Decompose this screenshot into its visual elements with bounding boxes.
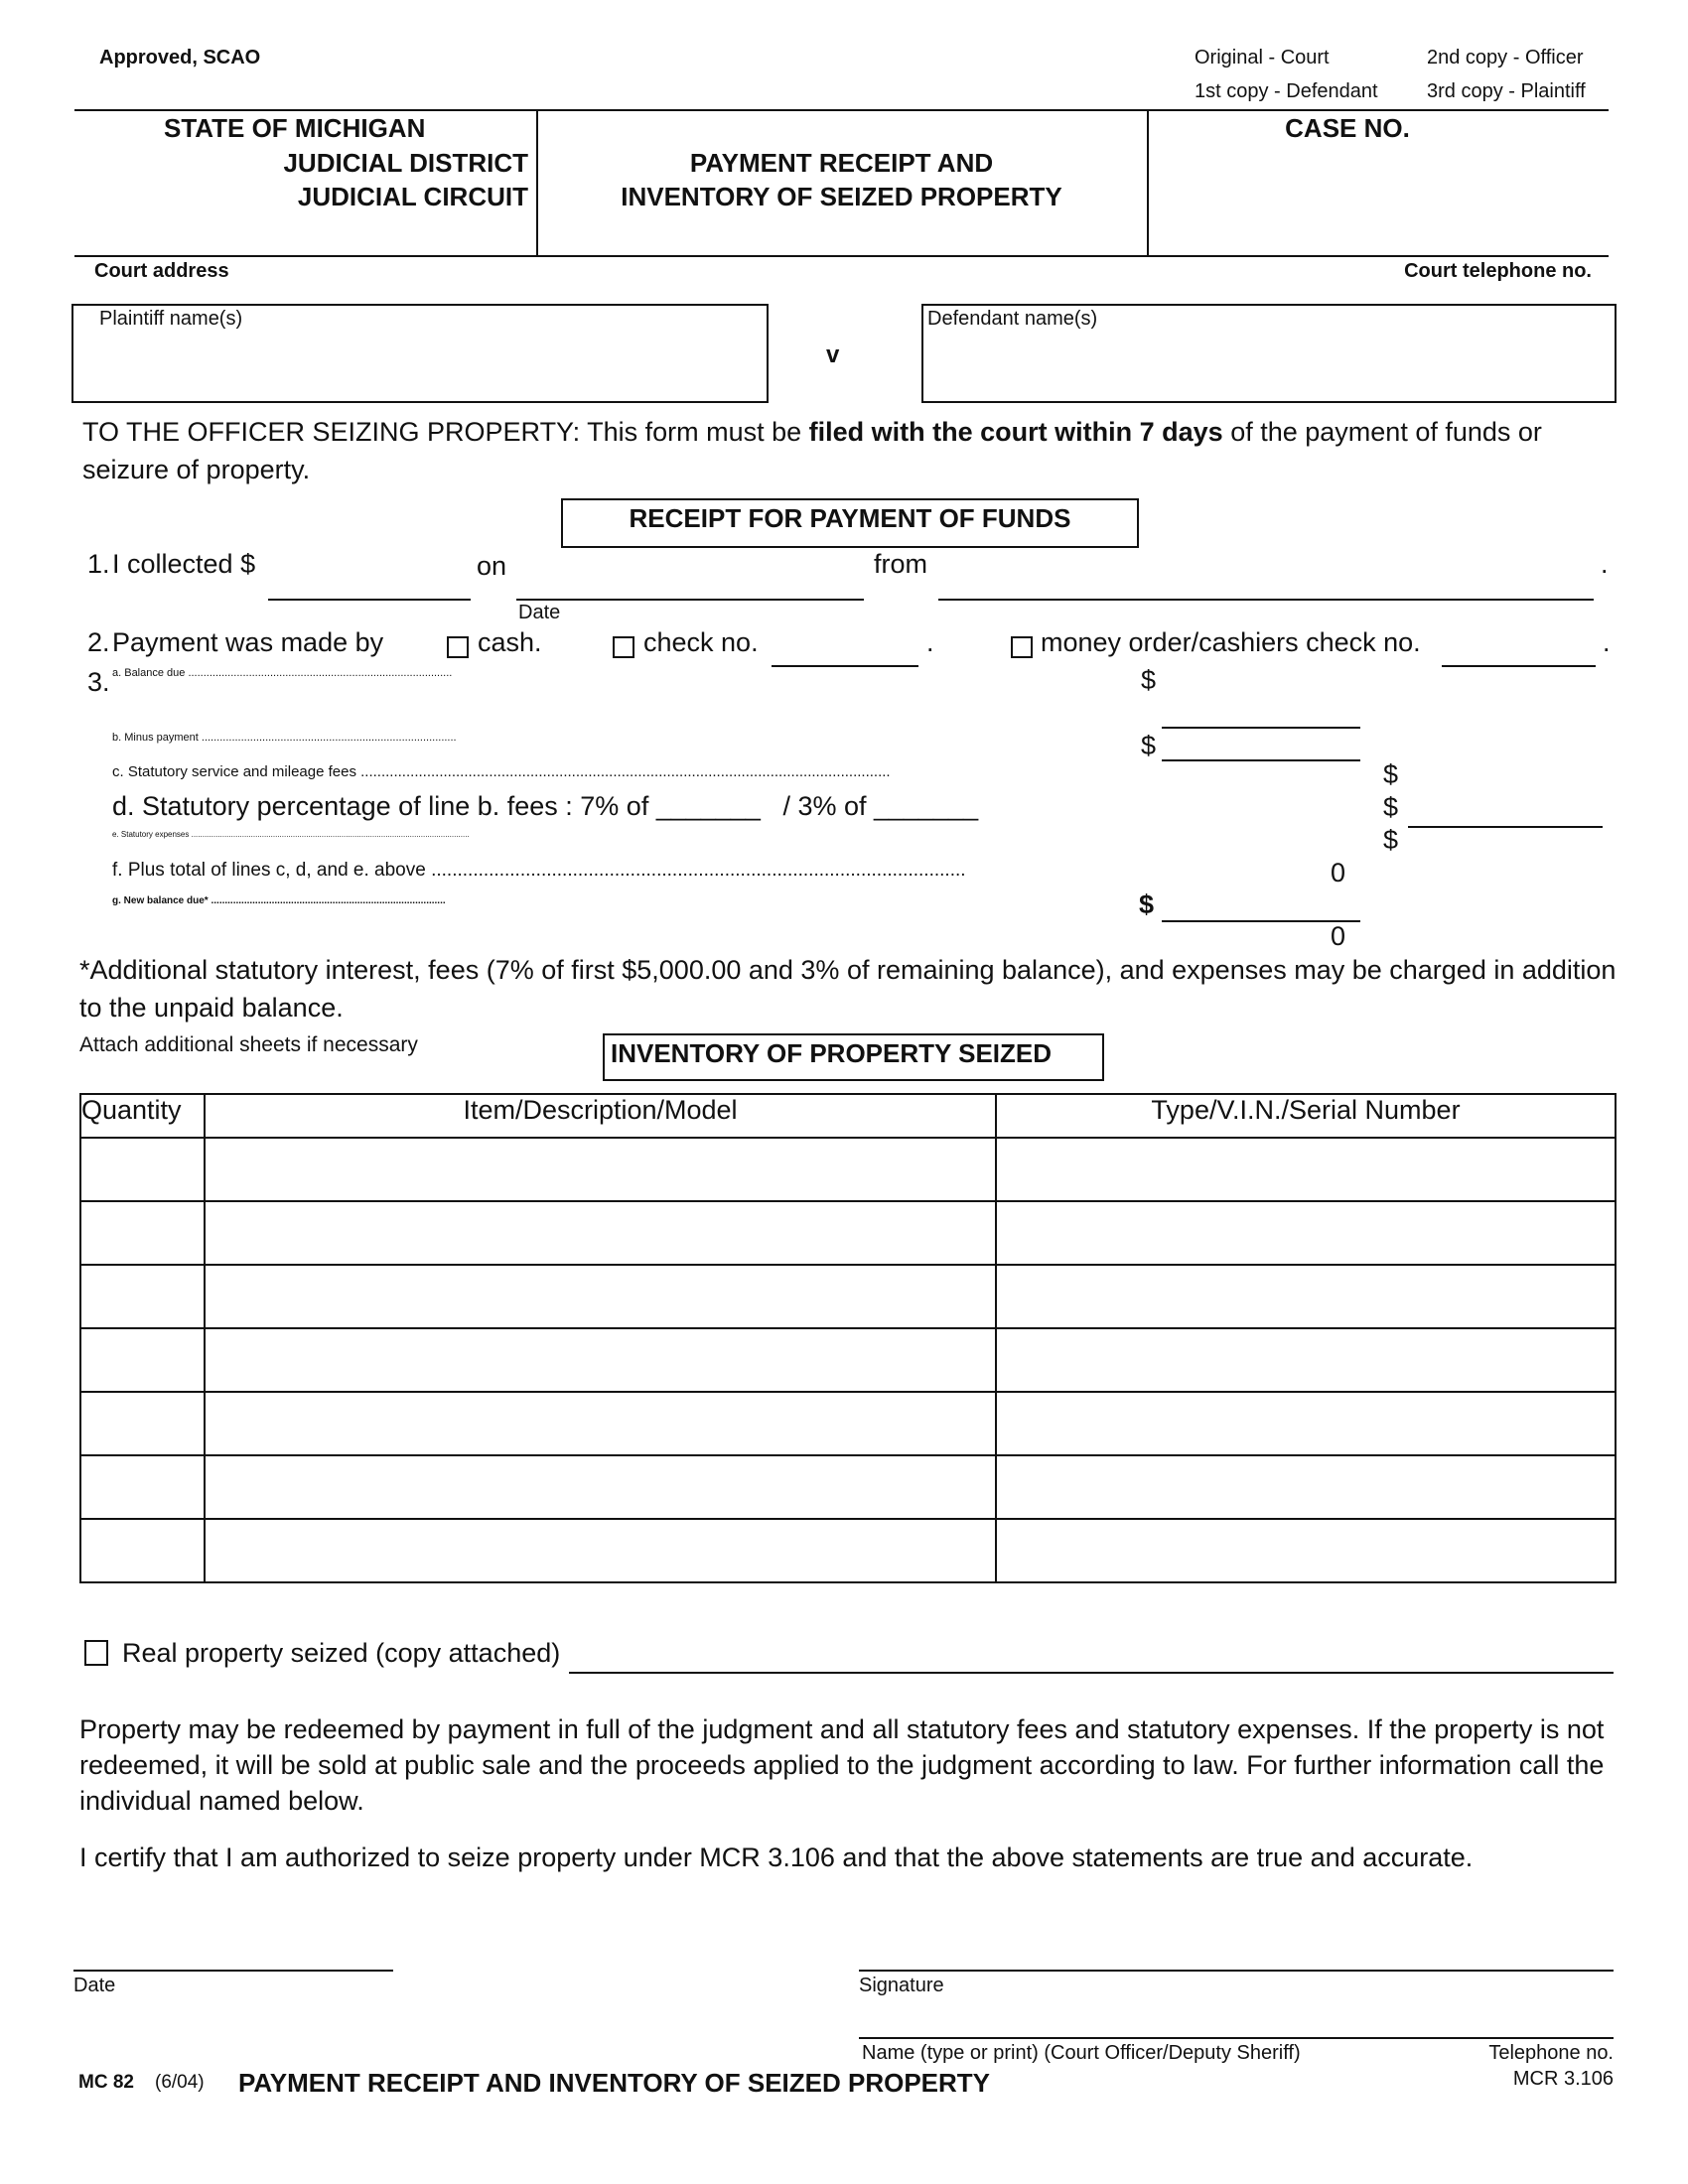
table-row (80, 1138, 1616, 1201)
approval-note: Approved, SCAO (99, 47, 261, 68)
receipt-heading: RECEIPT FOR PAYMENT OF FUNDS (629, 503, 1071, 533)
quantity-cell[interactable] (80, 1392, 205, 1455)
form-revision: (6/04) (155, 2072, 205, 2093)
serial-cell[interactable] (996, 1138, 1616, 1201)
instruction-suffix: of the payment of funds or seizure of property. (82, 417, 1542, 484)
line1-number: 1. (87, 549, 110, 579)
signature-label: Signature (859, 1975, 944, 1996)
line1-period: . (1601, 549, 1609, 579)
serial-cell[interactable] (996, 1265, 1616, 1328)
cash-label: cash. (478, 627, 542, 657)
item-cell[interactable] (205, 1392, 996, 1455)
statutory-expenses-label: e. Statutory expenses .............................................................................................................................. (112, 830, 470, 839)
redemption-notice: Property may be redeemed by payment in full of the judgment and all statutory fees and statutory expenses. If the property is not redeemed, it will be sold at public sale and the proceeds applied to the judgment according to law. For further information call the individual named below. (79, 1714, 1605, 1816)
quantity-cell[interactable] (80, 1328, 205, 1392)
instruction-prefix: TO THE OFFICER SEIZING PROPERTY: This form must be (82, 417, 809, 447)
certification-statement: I certify that I am authorized to seize property under MCR 3.106 and that the above statements are true and accurate. (79, 1843, 1474, 1872)
name-phone-line[interactable] (859, 2037, 1614, 2039)
item-cell[interactable] (205, 1138, 996, 1201)
on-label: on (477, 551, 507, 581)
quantity-column-header: Quantity (80, 1094, 205, 1138)
versus-label: v (826, 341, 840, 368)
case-no-label: CASE NO. (1285, 113, 1410, 143)
inventory-heading-box (603, 1033, 1104, 1081)
check-label: check no. (643, 627, 759, 657)
minus-payment-label: b. Minus payment .................................................................................... (112, 732, 457, 744)
date-caption: Date (518, 602, 561, 623)
serial-column-header: Type/V.I.N./Serial Number (996, 1094, 1616, 1138)
minus-payment-field[interactable] (1162, 759, 1360, 761)
payer-name-field[interactable] (938, 599, 1594, 601)
payment-date-field[interactable] (516, 599, 864, 601)
form-title-line1: PAYMENT RECEIPT AND (689, 148, 994, 178)
footer-title: PAYMENT RECEIPT AND INVENTORY OF SEIZED PROPERTY (238, 2068, 991, 2098)
total-cde-label: f. Plus total of lines c, d, and e. above ...................................................................................................... (112, 860, 966, 881)
serial-cell[interactable] (996, 1201, 1616, 1265)
plaintiff-label: Plaintiff name(s) (99, 308, 243, 330)
item-cell[interactable] (205, 1328, 996, 1392)
interest-footnote: *Additional statutory interest, fees (7% of first $5,000.00 and 3% of remaining balance), and expenses may be charged in addition to the unpaid balance. (79, 955, 1617, 1023)
table-row (80, 1328, 1616, 1392)
date-label: Date (73, 1975, 116, 1996)
money-order-number-field[interactable] (1442, 665, 1596, 667)
new-balance-dollar: $ (1139, 889, 1155, 919)
collected-label: I collected $ (112, 549, 256, 579)
item-cell[interactable] (205, 1201, 996, 1265)
balance-due-field[interactable] (1162, 727, 1360, 729)
header-divider-left (536, 111, 538, 256)
item-cell[interactable] (205, 1265, 996, 1328)
statutory-service-dollar: $ (1383, 759, 1399, 789)
serial-cell[interactable] (996, 1519, 1616, 1582)
statutory-service-label: c. Statutory service and mileage fees ................................................................................................................................ (112, 763, 891, 780)
statutory-percentage-label: d. Statutory percentage of line b. fees : 7% of _______ / 3% of _______ (112, 791, 979, 821)
balance-due-label: a. Balance due ....................................................................................... (112, 667, 453, 679)
item-cell[interactable] (205, 1455, 996, 1519)
item-cell[interactable] (205, 1519, 996, 1582)
form-number: MC 82 (78, 2072, 134, 2093)
copy-second: 2nd copy - Officer (1427, 47, 1584, 68)
quantity-cell[interactable] (80, 1455, 205, 1519)
table-row (80, 1392, 1616, 1455)
telephone-label: Telephone no. (1488, 2042, 1614, 2064)
inventory-heading: INVENTORY OF PROPERTY SEIZED (611, 1038, 1053, 1068)
serial-cell[interactable] (996, 1328, 1616, 1392)
copy-third: 3rd copy - Plaintiff (1427, 80, 1586, 102)
statutory-expenses-dollar: $ (1383, 825, 1399, 855)
court-address-label: Court address (94, 260, 229, 282)
check-period: . (926, 627, 934, 657)
form-title-line2: INVENTORY OF SEIZED PROPERTY (621, 182, 1062, 211)
from-label: from (874, 549, 927, 579)
quantity-cell[interactable] (80, 1265, 205, 1328)
serial-cell[interactable] (996, 1455, 1616, 1519)
quantity-cell[interactable] (80, 1519, 205, 1582)
state-label: STATE OF MICHIGAN (164, 113, 426, 143)
plaintiff-box[interactable] (71, 304, 769, 403)
inventory-table (79, 1093, 1617, 1583)
real-property-field[interactable] (569, 1672, 1614, 1674)
line3-number: 3. (87, 667, 110, 697)
line2-number: 2. (87, 627, 110, 657)
court-telephone-label: Court telephone no. (1404, 260, 1592, 282)
check-checkbox[interactable] (613, 636, 634, 658)
copy-original: Original - Court (1195, 47, 1330, 68)
receipt-heading-box (561, 498, 1139, 548)
balance-due-dollar: $ (1141, 665, 1157, 695)
quantity-cell[interactable] (80, 1138, 205, 1201)
judicial-district-label: JUDICIAL DISTRICT (283, 148, 528, 178)
table-row (80, 1201, 1616, 1265)
case-no-input[interactable] (1162, 149, 1593, 240)
table-row (80, 1265, 1616, 1328)
judicial-circuit-label: JUDICIAL CIRCUIT (297, 182, 528, 211)
officer-name-label: Name (type or print) (Court Officer/Deputy Sheriff) (862, 2042, 1301, 2064)
total-cde-value: 0 (1331, 858, 1346, 887)
defendant-box[interactable] (921, 304, 1617, 403)
copy-first: 1st copy - Defendant (1195, 80, 1378, 102)
statutory-fees-field[interactable] (1408, 826, 1603, 828)
payment-method-label: Payment was made by (112, 627, 384, 657)
header-top-rule (74, 109, 1609, 111)
quantity-cell[interactable] (80, 1201, 205, 1265)
real-property-label: Real property seized (copy attached) (122, 1638, 561, 1668)
inventory-header-row (80, 1094, 1616, 1138)
court-address-input[interactable] (94, 282, 1091, 302)
minus-payment-dollar: $ (1141, 731, 1157, 760)
defendant-label: Defendant name(s) (927, 308, 1098, 330)
statutory-percentage-dollar: $ (1383, 792, 1399, 822)
date-line[interactable] (73, 1970, 393, 1972)
serial-cell[interactable] (996, 1392, 1616, 1455)
header-bottom-rule (74, 255, 1609, 257)
cash-checkbox[interactable] (447, 636, 469, 658)
table-row (80, 1519, 1616, 1582)
court-rule: MCR 3.106 (1512, 2068, 1614, 2090)
money-order-checkbox[interactable] (1011, 636, 1033, 658)
money-order-label: money order/cashiers check no. (1041, 627, 1421, 657)
check-number-field[interactable] (772, 665, 918, 667)
item-column-header: Item/Description/Model (205, 1094, 996, 1138)
real-property-checkbox[interactable] (84, 1640, 108, 1666)
instruction-deadline: filed with the court within 7 days (808, 417, 1223, 447)
amount-collected-field[interactable] (268, 599, 471, 601)
officer-instruction (82, 413, 1612, 488)
signature-line[interactable] (859, 1970, 1614, 1972)
attach-sheets-note: Attach additional sheets if necessary (79, 1033, 418, 1056)
new-balance-value: 0 (1331, 921, 1346, 951)
new-balance-label: g. New balance due* ..................................................................................... (112, 895, 446, 906)
table-row (80, 1455, 1616, 1519)
money-order-period: . (1603, 627, 1611, 657)
